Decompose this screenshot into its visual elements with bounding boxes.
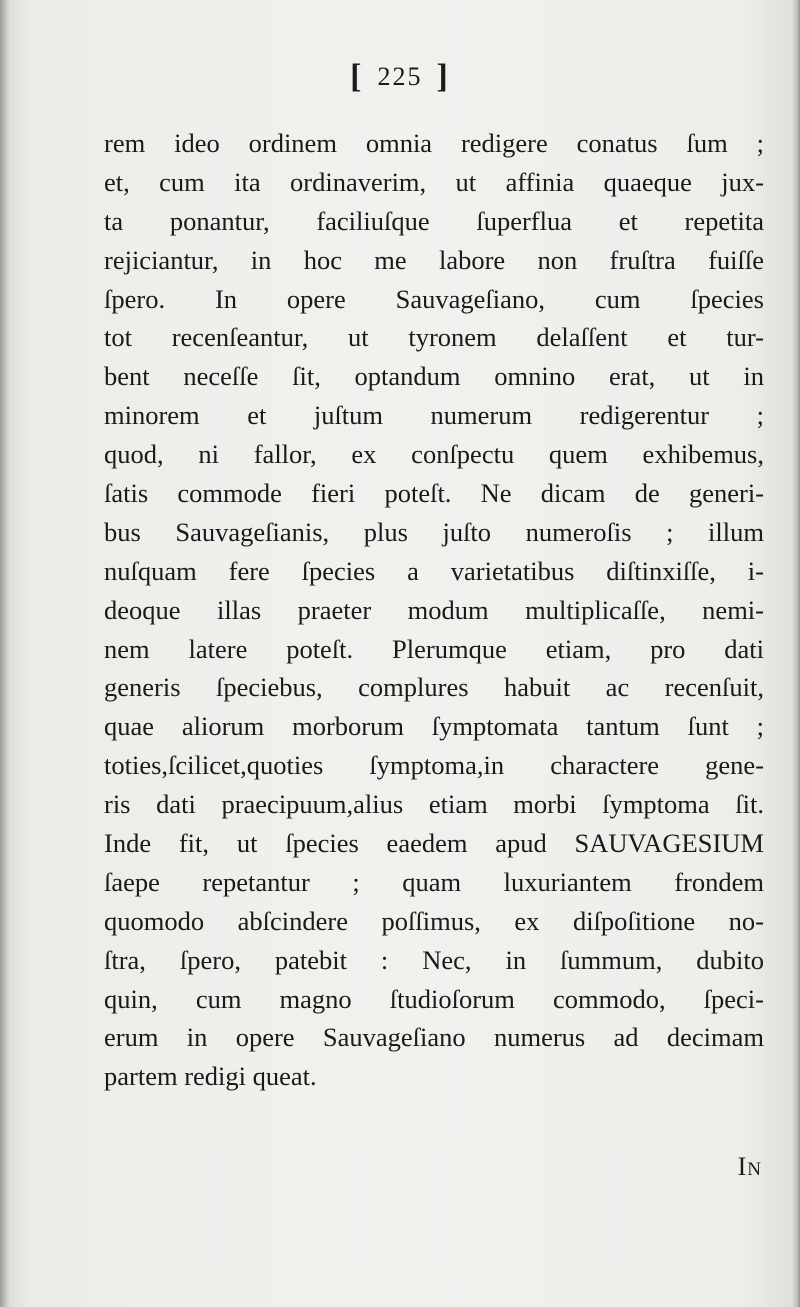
text-line: Inde fit, ut ſpecies eaedem apud SAUVAGESIUM <box>104 828 764 859</box>
text-line: rem ideo ordinem omnia redigere conatus ſum ; <box>104 128 764 158</box>
header-bracket-left: [ <box>350 58 364 96</box>
text-line: quae aliorum morborum ſymptomata tantum ſunt ; <box>104 711 764 742</box>
text-line: ſaepe repetantur ; quam luxuriantem frondem <box>104 866 764 897</box>
text-line: erum in opere Sauvageſiano numerus ad decimam <box>104 1022 764 1053</box>
text-line: bus Sauvageſianis, plus juſto numeroſis ; illum <box>104 516 764 547</box>
page-right-shadow <box>792 0 800 1307</box>
text-line: quod, ni fallor, ex conſpectu quem exhibemus, <box>104 439 764 470</box>
text-line: generis ſpeciebus, complures habuit ac recenſuit, <box>104 672 764 703</box>
text-line: ris dati praecipuum,alius etiam morbi ſymptoma ſit. <box>104 789 764 820</box>
text-line: bent neceſſe ſit, optandum omnino erat, ut in <box>104 361 764 392</box>
text-line: deoque illas praeter modum multiplicaſſe, nemi- <box>104 594 764 625</box>
text-line: toties,ſcilicet,quoties ſymptoma,in charactere gene- <box>104 750 764 781</box>
header-bracket-right: ] <box>436 58 450 96</box>
text-line: ta ponantur, faciliuſque ſuperflua et repetita <box>104 205 764 236</box>
text-line: tot recenſeantur, ut tyronem delaſſent et tur- <box>104 322 764 353</box>
text-line: nem latere poteſt. Plerumque etiam, pro dati <box>104 633 764 664</box>
page-number: 225 <box>377 62 423 92</box>
catchword <box>738 1152 762 1182</box>
text-line: minorem et juſtum numerum redigerentur ; <box>104 400 764 431</box>
text-line: ſpero. In opere Sauvageſiano, cum ſpecies <box>104 283 764 314</box>
text-line-last: partem redigi queat. <box>104 1061 317 1092</box>
text-line: nuſquam fere ſpecies a varietatibus diſtinxiſſe, i- <box>104 555 764 586</box>
text-line: quomodo abſcindere poſſimus, ex diſpoſitione no- <box>104 905 764 936</box>
text-line: rejiciantur, in hoc me labore non fruſtra fuiſſe <box>104 244 764 275</box>
text-line: ſatis commode fieri poteſt. Ne dicam de generi- <box>104 478 764 509</box>
catchword-initial: I <box>737 1152 748 1181</box>
page-left-shadow <box>0 0 10 1307</box>
text-line: quin, cum magno ſtudioſorum commodo, ſpeci- <box>104 983 764 1014</box>
catchword-rest: N <box>747 1159 762 1180</box>
page-header <box>0 58 800 96</box>
body-text <box>104 124 764 1096</box>
text-line: et, cum ita ordinaverim, ut affinia quaeque jux- <box>104 166 764 197</box>
text-line: ſtra, ſpero, patebit : Nec, in ſummum, dubito <box>104 944 764 975</box>
